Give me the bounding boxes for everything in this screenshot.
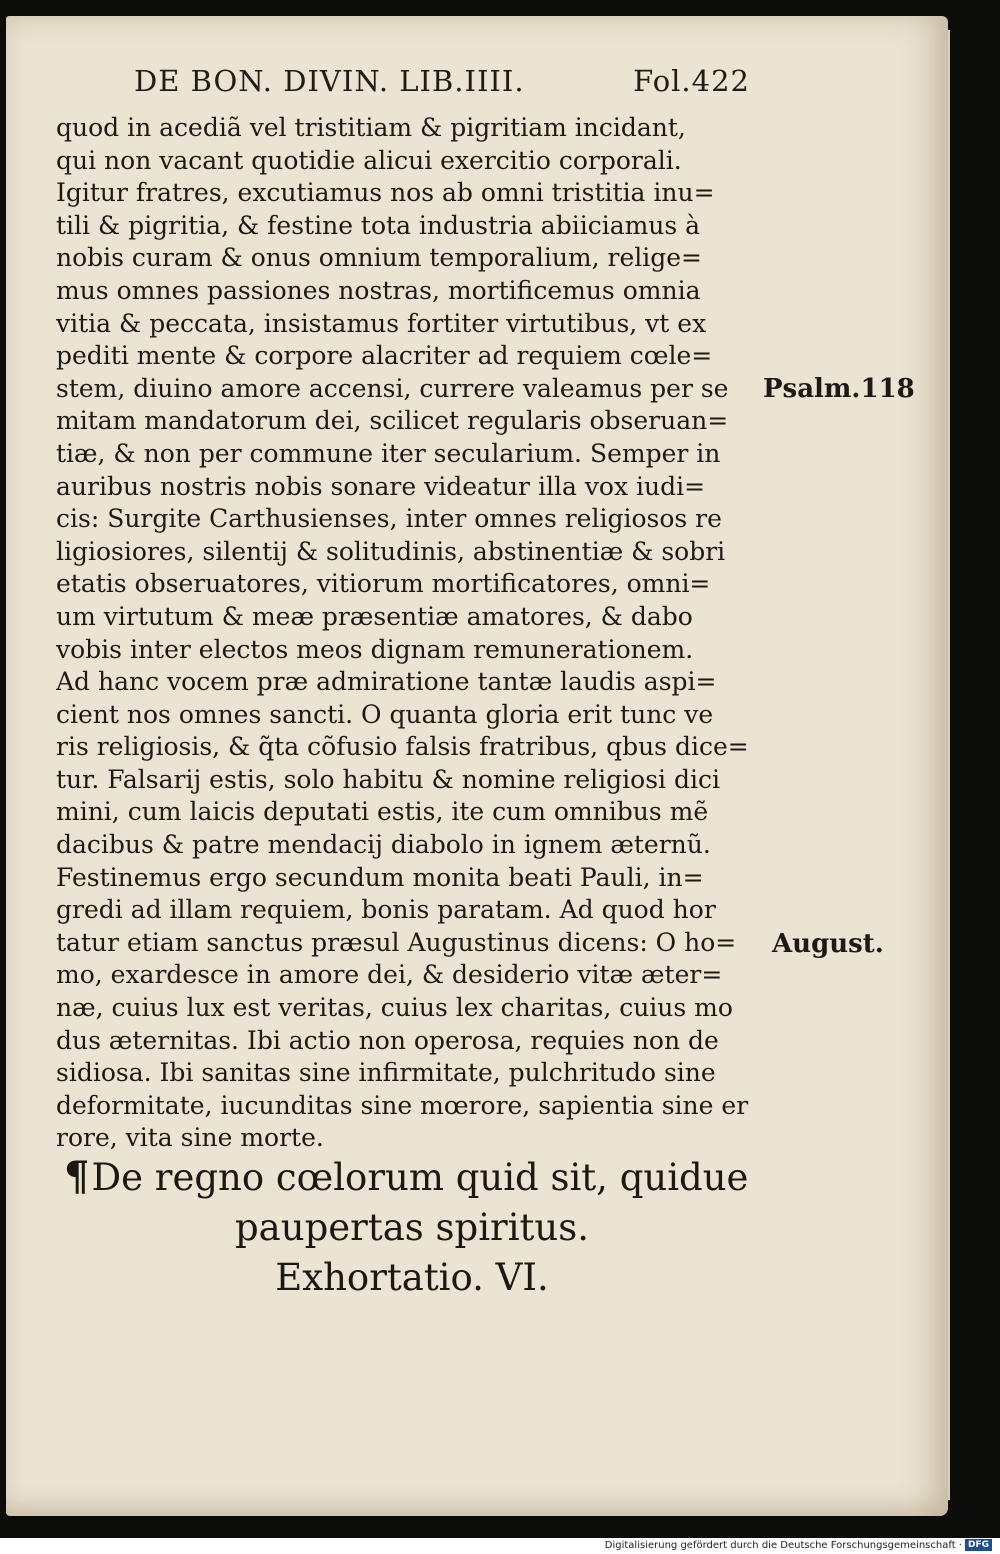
body-text <box>56 112 756 1155</box>
text-line: cis: Surgite Carthusienses, inter omnes religiosos re <box>56 504 722 534</box>
text-line: Ad hanc vocem præ admiratione tantæ laudis aspi= <box>56 667 717 697</box>
margin-note-august: August. <box>772 929 884 959</box>
text-line: mo, exardesce in amore dei, & desiderio vitæ æter= <box>56 960 723 990</box>
text-line: rore, vita sine morte. <box>56 1123 324 1153</box>
text-line: mus omnes passiones nostras, mortificemus omnia <box>56 275 701 305</box>
text-line: vobis inter electos meos dignam remunerationem. <box>56 634 694 664</box>
text-line: mitam mandatorum dei, scilicet regularis obseruan= <box>56 406 729 436</box>
text-line: Festinemus ergo secundum monita beati Pauli, in= <box>56 862 704 892</box>
text-line: ligiosiores, silentij & solitudinis, abstinentiæ & sobri <box>56 536 726 566</box>
footer-credit-text: Digitalisierung gefördert durch die Deutsche Forschungsgemeinschaft · <box>604 1540 962 1551</box>
text-line: næ, cuius lux est veritas, cuius lex charitas, cuius mo <box>56 993 733 1023</box>
text-line: cient nos omnes sancti. O quanta gloria erit tunc ve <box>56 699 714 729</box>
running-head <box>134 64 750 104</box>
text-line: tatur etiam sanctus præsul Augustinus dicens: O ho= <box>56 927 737 957</box>
text-line: pediti mente & corpore alacriter ad requiem cœle= <box>56 341 713 371</box>
text-line: etatis obseruatores, vitiorum mortificatores, omni= <box>56 569 711 599</box>
text-line: gredi ad illam requiem, bonis paratam. Ad quod hor <box>56 895 716 925</box>
text-line: Igitur fratres, excutiamus nos ab omni tristitia inu= <box>56 178 715 208</box>
text-line: sidiosa. Ibi sanitas sine infirmitate, pulchritudo sine <box>56 1058 716 1088</box>
text-line: mini, cum laicis deputati estis, ite cum omnibus mẽ <box>56 797 709 827</box>
text-line: tiæ, & non per commune iter secularium. Semper in <box>56 438 721 468</box>
text-line: dacibus & patre mendacij diabolo in ignem æternũ. <box>56 830 711 860</box>
dfg-logo: DFG <box>965 1539 992 1551</box>
text-line: nobis curam & onus omnium temporalium, relige= <box>56 243 703 273</box>
text-line: qui non vacant quotidie alicui exercitio corporali. <box>56 145 682 175</box>
text-line: quod in acediã vel tristitiam & pigritiam incidant, <box>56 113 686 142</box>
pilcrow-icon: ¶ <box>64 1153 90 1200</box>
text-line: vitia & peccata, insistamus fortiter virtutibus, vt ex <box>56 308 707 338</box>
folio-number: Fol.422 <box>633 64 750 98</box>
text-line: stem, diuino amore accensi, currere valeamus per se <box>56 373 729 403</box>
text-line: tur. Falsarij estis, solo habitu & nomine religiosi dici <box>56 764 720 794</box>
text-line: deformitate, iucunditas sine mœrore, sapientia sine er <box>56 1090 749 1120</box>
text-line: auribus nostris nobis sonare videatur illa vox iudi= <box>56 471 706 501</box>
text-line: ris religiosis, & q̃ta cõfusio falsis fratribus, qbus dice= <box>56 732 749 762</box>
heading-text-1: De regno cœlorum quid sit, quidue <box>91 1156 749 1199</box>
heading-line-2: paupertas spiritus. <box>235 1206 589 1249</box>
text-line: tili & pigritia, & festine tota industria abiiciamus à <box>56 210 701 240</box>
text-line: um virtutum & meæ præsentiæ amatores, & dabo <box>56 601 693 631</box>
section-heading <box>62 1152 762 1303</box>
margin-note-psalm: Psalm.118 <box>763 374 915 404</box>
heading-line-3: Exhortatio. VI. <box>275 1256 549 1299</box>
heading-line-1 <box>62 1152 762 1203</box>
footer-credit <box>605 1538 992 1554</box>
running-head-title: DE BON. DIVIN. LIB.IIII. <box>134 64 525 98</box>
text-line: dus æternitas. Ibi actio non operosa, requies non de <box>56 1025 719 1055</box>
